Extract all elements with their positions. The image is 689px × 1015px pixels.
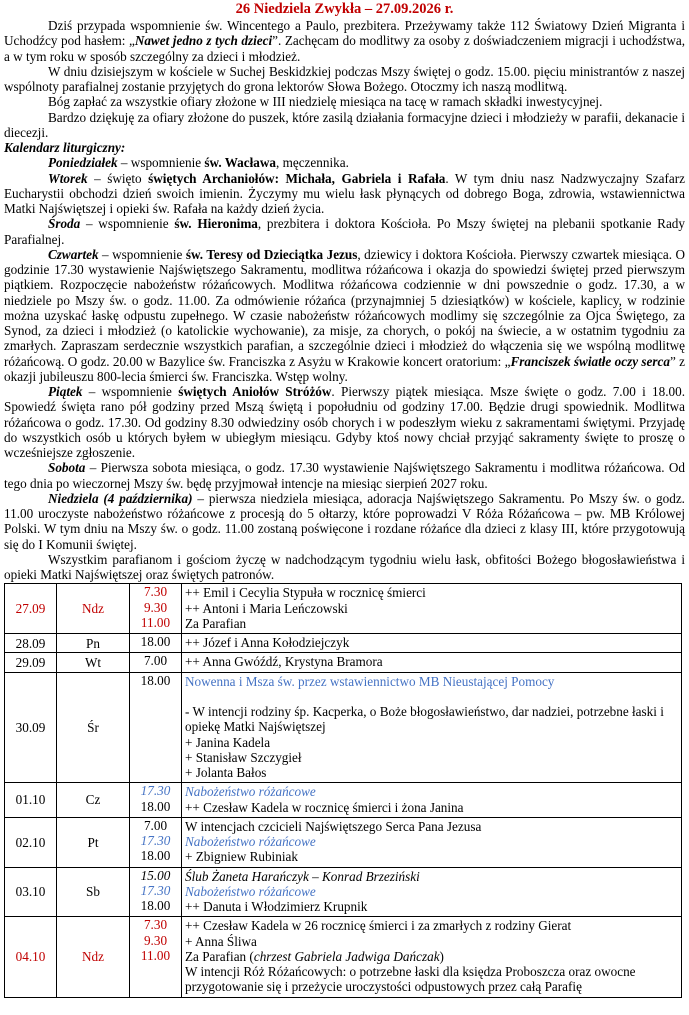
mass-time: 17.30 xyxy=(140,882,171,898)
mass-time: 11.00 xyxy=(140,614,171,630)
mass-time: 18.00 xyxy=(140,798,171,814)
page-title: 26 Niedziela Zwykła – 27.09.2026 r. xyxy=(235,1,454,17)
row-weekday: Ndz xyxy=(57,584,130,634)
intention-text: Za Parafian (chrzest Gabriela Jadwiga Dańczak) xyxy=(185,948,444,964)
calendar-thursday: Czwartek – wspomnienie św. Teresy od Dzieciątka Jezus, dziewicy i doktora Kościoła. Pierwszy czwartek miesiąca. O godzinie 17.30 wystawienie Najświętszego Sakramentu, modlitwa różańcowa i okazja do spowiedzi świętej przed pierwszym piątkiem. Rozpoczęcie nabożeństw różańcowych. Modlitwa różańcowa codziennie w dni powszednie o godz. 17.30, a w niedziele po Mszy św. o godz. 11.00. Za odmówienie różańca (przynajmniej 5 dziesiątków) w kościele, kaplicy, w rodzinie można uzyskać łaskę odpustu zupełnego. W czasie nabożeństw różańcowych modlimy się szczególnie za Ojca Świętego, za Synod, za dzieci i młodzież (o katolickie wychowanie), za misje, za chorych, o pokój na świecie, a w ostatnim tygodniu za zmarłych. Zapraszam serdecznie wszystkich parafian, a szczególnie dzieci i młodzież do włączenia się we wspólną modlitwę różańcową. O godz. 20.00 w Bazylice św. Franciszka z Asyżu w Krakowie koncert oratorium: „Franciszek światłe oczy serca” z okazji jubileuszu 800-lecia śmierci św. Franciszka. Wstęp wolny. xyxy=(4,246,685,384)
row-times xyxy=(130,653,182,672)
intention-text: W intencji Róż Różańcowych: o potrzebne łaski dla księdza Proboszcza oraz owocne przygotowanie się i przeżycie uroczystości odpustowych przez całą Parafię xyxy=(185,964,636,995)
mass-time: 18.00 xyxy=(140,634,171,649)
row-weekday: Ndz xyxy=(57,917,130,997)
row-intentions xyxy=(182,653,682,672)
row-date: 29.09 xyxy=(5,653,57,672)
mass-time: 18.00 xyxy=(140,672,171,688)
row-weekday: Cz xyxy=(57,783,130,818)
mass-intentions-table xyxy=(4,583,682,997)
row-date: 02.10 xyxy=(5,817,57,867)
calendar-saturday: Sobota – Pierwsza sobota miesiąca, o godz. 17.30 wystawienie Najświętszego Sakramentu i modlitwa różańcowa. Od tego dnia po wieczornej Mszy św. będę przyjmował intencje na miesiąc sierpień 2027 roku. xyxy=(4,460,685,491)
row-date: 04.10 xyxy=(5,917,57,997)
intention-text xyxy=(185,689,678,704)
intro-paragraph-2: W dniu dzisiejszym w kościele w Suchej Beskidzkiej podczas Mszy świętej o godz. 15.00. pięciu ministrantów z naszej wspólnoty parafialnej zostanie przyjętych do grona lektorów Słowa Bożego. Otoczmy ich naszą modlitwą. xyxy=(4,63,685,94)
intro-paragraph-1: Dziś przypada wspomnienie św. Wincentego a Paulo, prezbitera. Przeżywamy także 112 Światowy Dzień Migranta i Uchodźcy pod hasłem: „Nawet jedno z tych dzieci”. Zachęcam do modlitwy za osoby z doświadczeniem migracji i uchodźstwa, a w tym roku w sposób szczególny za dzieci i młodzież. xyxy=(4,18,685,64)
row-intentions xyxy=(182,817,682,867)
row-weekday: Sb xyxy=(57,867,130,917)
row-weekday: Pn xyxy=(57,634,130,653)
intention-text: ++ Antoni i Maria Leńczowski xyxy=(185,600,348,616)
mass-time: 17.30 xyxy=(140,783,171,799)
row-intentions xyxy=(182,917,682,997)
row-times xyxy=(130,817,182,867)
table-row xyxy=(5,653,682,672)
calendar-friday: Piątek – wspomnienie świętych Aniołów Stróżów. Pierwszy piątek miesiąca. Msze święte o godz. 7.00 i 18.00. Spowiedź święta rano pół godziny przed Mszą świętą i popołudniu od godziny 17.00. Będzie drugi spowiednik. Modlitwa różańcowa o godz. 17.30. Od godziny 8.30 odwiedziny osób chorych i w podeszłym wieku z sakramentami świętymi. Przyjadę do wszystkich osób u których byłem w ubiegłym miesiącu. Gdyby ktoś nowy chciał przyjąć sakramenty święte to proszę o wcześniejsze zgłoszenie. xyxy=(4,384,685,460)
intention-text: Nabożeństwo różańcowe xyxy=(185,883,316,899)
row-date: 27.09 xyxy=(5,584,57,634)
row-intentions xyxy=(182,783,682,818)
intention-text: Ślub Żaneta Harańczyk – Konrad Brzeziński xyxy=(185,868,420,884)
intention-text: Nowenna i Msza św. przez wstawiennictwo MB Nieustającej Pomocy xyxy=(185,673,555,689)
row-date: 03.10 xyxy=(5,867,57,917)
mass-time: 17.30 xyxy=(140,833,171,848)
intention-text: ++ Emil i Cecylia Stypuła w rocznicę śmierci xyxy=(185,585,426,601)
row-date: 01.10 xyxy=(5,783,57,818)
mass-time: 18.00 xyxy=(140,848,171,864)
table-row xyxy=(5,817,682,867)
intention-text: + Anna Śliwa xyxy=(185,933,257,949)
calendar-monday: Poniedziałek – wspomnienie św. Wacława, męczennika. xyxy=(48,155,349,171)
intention-text: - W intencji rodziny śp. Kacperka, o Boże błogosławieństwo, dar nadziei, potrzebne łaski i opiekę Matki Najświętszej xyxy=(185,704,664,735)
table-row xyxy=(5,584,682,634)
table-row xyxy=(5,783,682,818)
mass-time: 9.30 xyxy=(143,932,168,948)
row-weekday: Śr xyxy=(57,672,130,783)
calendar-wednesday: Środa – wspomnienie św. Hieronima, prezbitera i doktora Kościoła. Po Mszy świętej na plebanii spotkanie Rady Parafialnej. xyxy=(4,216,685,247)
mass-time: 7.00 xyxy=(143,817,168,833)
mass-time: 7.00 xyxy=(143,653,168,669)
intention-text: Nabożeństwo różańcowe xyxy=(185,834,316,849)
intention-text: ++ Czesław Kadela w rocznicę śmierci i żona Janina xyxy=(185,799,464,815)
row-times xyxy=(130,917,182,997)
mass-time: 7.30 xyxy=(143,584,168,600)
mass-intentions-body xyxy=(5,584,682,997)
intention-text: ++ Czesław Kadela w 26 rocznicę śmierci i za zmarłych z rodziny Gierat xyxy=(185,918,572,934)
row-weekday: Pt xyxy=(57,817,130,867)
calendar-tuesday: Wtorek – święto świętych Archaniołów: Michała, Gabriela i Rafała. W tym dniu nasz Nadzwyczajny Szafarz Eucharystii obchodzi dzień swoich imienin. Życzymy mu wielu łask płynących od dobrego Boga, zdrowia, wstawiennictwa Matki Najświętszej i opieki św. Rafała na każdy dzień życia. xyxy=(4,170,685,216)
mass-time: 7.30 xyxy=(143,917,168,933)
table-row xyxy=(5,634,682,653)
intro-paragraph-4: Bardzo dziękuję za ofiary złożone do puszek, które zasilą działania formacyjne dzieci i młodzieży w parafii, dekanacie i diecezji. xyxy=(4,109,685,140)
mass-time: 18.00 xyxy=(140,898,171,913)
mass-time: 9.30 xyxy=(143,599,168,615)
bulletin-page xyxy=(4,0,685,998)
calendar-sunday: Niedziela (4 października) – pierwsza niedziela miesiąca, adoracja Najświętszego Sakramentu. Po Mszy św. o godz. 11.00 uroczyste nabożeństwo różańcowe z procesją do 5 ołtarzy, które poprowadzi V Róża Różańcowa – pw. MB Królowej Polski. W tym dniu na Mszy św. o godz. 11.00 zostaną poświęcone i rozdane różańce dla dzieci z klasy III, które przygotowują się do I Komunii świętej. xyxy=(4,490,685,552)
row-intentions xyxy=(182,634,682,653)
intention-text: W intencjach czcicieli Najświętszego Serca Pana Jezusa xyxy=(185,818,482,834)
row-intentions xyxy=(182,867,682,917)
row-date: 28.09 xyxy=(5,634,57,653)
intention-text: + Janina Kadela xyxy=(185,734,271,750)
row-date: 30.09 xyxy=(5,672,57,783)
table-row xyxy=(5,672,682,783)
intention-text: + Stanisław Szczygieł xyxy=(185,749,302,765)
table-row xyxy=(5,867,682,917)
row-times xyxy=(130,634,182,653)
row-times xyxy=(130,867,182,917)
mass-time: 15.00 xyxy=(140,867,171,883)
row-weekday: Wt xyxy=(57,653,130,672)
row-times xyxy=(130,783,182,818)
row-times xyxy=(130,584,182,634)
table-row xyxy=(5,917,682,997)
intention-text: Nabożeństwo różańcowe xyxy=(185,784,316,800)
intention-text: + Jolanta Bałos xyxy=(185,765,267,780)
calendar-label: Kalendarz liturgiczny: xyxy=(4,140,126,155)
row-intentions xyxy=(182,672,682,783)
intro-paragraph-3: Bóg zapłać za wszystkie ofiary złożone w III niedzielę miesiąca na tacę w ramach składki inwestycyjnej. xyxy=(48,94,603,110)
mass-time: 11.00 xyxy=(140,947,171,963)
intention-text: ++ Anna Gwóźdź, Krystyna Bramora xyxy=(185,654,383,670)
intention-text: ++ Józef i Anna Kołodziejczyk xyxy=(185,635,350,650)
intention-text: Za Parafian xyxy=(185,615,247,631)
row-intentions xyxy=(182,584,682,634)
row-times xyxy=(130,672,182,783)
closing-paragraph: Wszystkim parafianom i gościom życzę w nadchodzącym tygodniu wielu łask, obfitości Bożego błogosławieństwa i opieki Matki Najświętszej oraz świętych patronów. xyxy=(4,551,685,582)
intention-text: + Zbigniew Rubiniak xyxy=(185,849,298,865)
intention-text: ++ Danuta i Włodzimierz Krupnik xyxy=(185,899,368,914)
